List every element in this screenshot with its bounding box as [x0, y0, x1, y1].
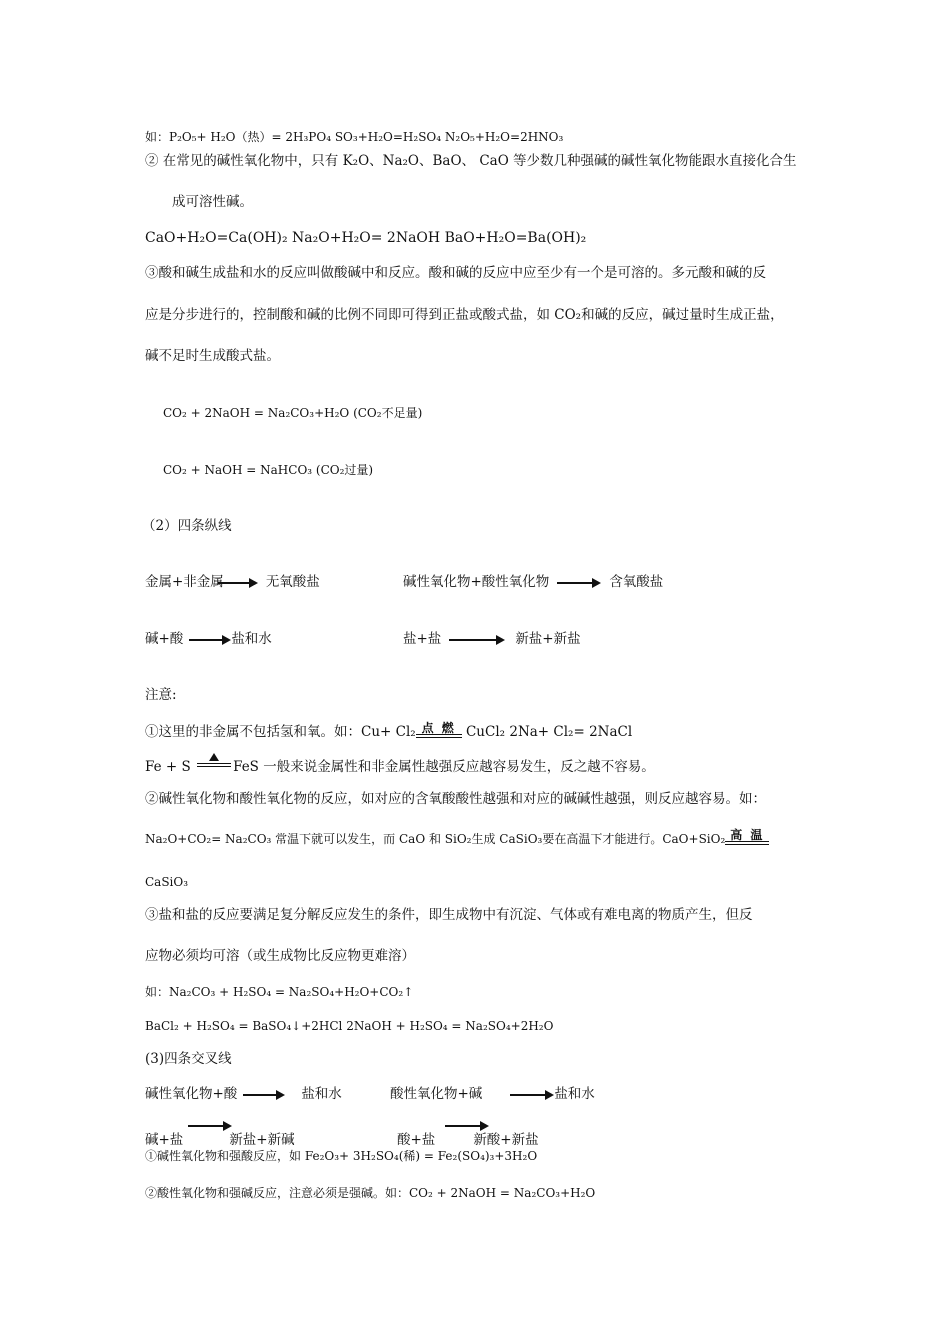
heat-triangle-icon	[209, 753, 219, 761]
vertical-line-4	[403, 630, 581, 648]
cross-line-2-left: 酸性氧化物+碱	[390, 1086, 483, 1102]
heat-condition-sign	[197, 753, 231, 767]
paragraph-3-line-2: 应是分步进行的，控制酸和碱的比例不同即可得到正盐或酸式盐，如 CO₂和碱的反应，碱过量时生成正盐，	[145, 307, 784, 323]
note-2-line-2	[145, 830, 769, 849]
note-1-line	[145, 723, 632, 742]
fe-s-right: FeS 一般来说金属性和非金属性越强反应越容易发生，反之越不容易。	[233, 759, 655, 775]
cross-note-1: ①碱性氧化物和强酸反应，如 Fe₂O₃+ 3H₂SO₄(稀) = Fe₂(SO₄)₃+3H₂O	[145, 1149, 538, 1163]
note-1-left: ①这里的非金属不包括氢和氧。如：Cu+ Cl₂	[145, 724, 416, 740]
cross-line-1	[145, 1085, 342, 1103]
cross-line-4-right: 新酸+新盐	[473, 1132, 539, 1148]
vertical-line-2-right: 含氧酸盐	[609, 574, 664, 590]
arrow-icon	[445, 1121, 489, 1131]
vertical-line-3-right: 盐和水	[231, 631, 272, 647]
section-heading-2: （2）四条纵线	[142, 518, 232, 534]
arrow-icon	[449, 635, 505, 645]
note-2-line-1: ②碱性氧化物和酸性氧化物的反应，如对应的含氧酸酸性越强和对应的碱碱性越强，则反应越容易。如：	[145, 791, 766, 807]
vertical-line-2-left: 碱性氧化物+酸性氧化物	[403, 574, 550, 590]
equals-bars	[197, 763, 231, 767]
cross-line-3-right: 新盐+新碱	[229, 1132, 295, 1148]
note-1-right: CuCl₂ 2Na+ Cl₂= 2NaCl	[461, 724, 633, 740]
cross-line-2-right: 盐和水	[554, 1086, 595, 1102]
note-3-line-1: ③盐和盐的反应要满足复分解反应发生的条件，即生成物中有沉淀、气体或有难电离的物质产生，但反	[145, 907, 753, 923]
equation-co2-excess: CO₂ + NaOH = NaHCO₃ (CO₂过量)	[163, 463, 374, 477]
vertical-line-4-left: 盐+盐	[403, 631, 442, 647]
note-1-line-2	[145, 757, 655, 776]
ignite-condition-label: 点 燃	[421, 721, 456, 735]
arrow-icon	[557, 578, 601, 588]
example-line-1: 如：P₂O₅+ H₂O（热）= 2H₃PO₄ SO₃+H₂O=H₂SO₄ N₂O₅+H₂O=2HNO₃	[145, 130, 564, 144]
high-temperature-label: 高 温	[730, 828, 765, 842]
vertical-line-1-left: 金属+非金属	[145, 574, 224, 590]
arrow-icon	[510, 1090, 554, 1100]
vertical-line-1	[145, 573, 320, 591]
casio3-product: CaSiO₃	[145, 875, 189, 889]
section-heading-3: (3)四条交叉线	[145, 1051, 232, 1067]
cross-line-1-left: 碱性氧化物+酸	[145, 1086, 238, 1102]
arrow-icon	[189, 635, 231, 645]
arrow-icon	[188, 1121, 232, 1131]
paragraph-3-line-3: 碱不足时生成酸式盐。	[145, 348, 280, 364]
cross-line-1-right: 盐和水	[301, 1086, 342, 1102]
cross-line-4-left: 酸+盐	[397, 1132, 436, 1148]
note-3-line-2: 应物必须均可溶（或生成物比反应物更难溶）	[145, 948, 415, 964]
cross-note-2: ②酸性氧化物和强碱反应，注意必须是强碱。如：CO₂ + 2NaOH = Na₂CO₃+H₂O	[145, 1186, 596, 1200]
equation-co2-insufficient: CO₂ + 2NaOH = Na₂CO₃+H₂O (CO₂不足量)	[163, 406, 423, 420]
paragraph-2-line-2: 成可溶性碱。	[172, 194, 253, 210]
fe-s-left: Fe + S	[145, 759, 196, 775]
paragraph-2-line-1: ② 在常见的碱性氧化物中，只有 K₂O、Na₂O、BaO、 CaO 等少数几种强碱的碱性氧化物能跟水直接化合生	[145, 153, 797, 169]
high-temperature-sign	[725, 829, 769, 845]
arrow-icon	[243, 1090, 285, 1100]
ignite-condition-sign	[416, 722, 462, 738]
vertical-line-4-right: 新盐+新盐	[515, 631, 581, 647]
vertical-line-3-left: 碱+酸	[145, 631, 184, 647]
equation-line-1: CaO+H₂O=Ca(OH)₂ Na₂O+H₂O= 2NaOH BaO+H₂O=Ba(OH)₂	[145, 230, 587, 246]
paragraph-3-line-1: ③酸和碱生成盐和水的反应叫做酸碱中和反应。酸和碱的反应中应至少有一个是可溶的。多元酸和碱的反	[145, 265, 766, 281]
note-heading: 注意:	[145, 687, 177, 703]
cross-line-3-left: 碱+盐	[145, 1132, 184, 1148]
example-line-bacl2: BaCl₂ + H₂SO₄ = BaSO₄↓+2HCl 2NaOH + H₂SO₄ = Na₂SO₄+2H₂O	[145, 1019, 554, 1033]
vertical-line-2	[403, 573, 663, 591]
arrow-icon	[218, 578, 258, 588]
cross-line-2	[390, 1085, 595, 1103]
example-salt-acid: 如：Na₂CO₃ + H₂SO₄ = Na₂SO₄+H₂O+CO₂↑	[145, 985, 414, 999]
note-2-text: Na₂O+CO₂= Na₂CO₃ 常温下就可以发生，而 CaO 和 SiO₂生成 CaSiO₃要在高温下才能进行。CaO+SiO₂	[145, 832, 726, 846]
vertical-line-3	[145, 630, 272, 648]
vertical-line-1-right: 无氧酸盐	[265, 574, 320, 590]
